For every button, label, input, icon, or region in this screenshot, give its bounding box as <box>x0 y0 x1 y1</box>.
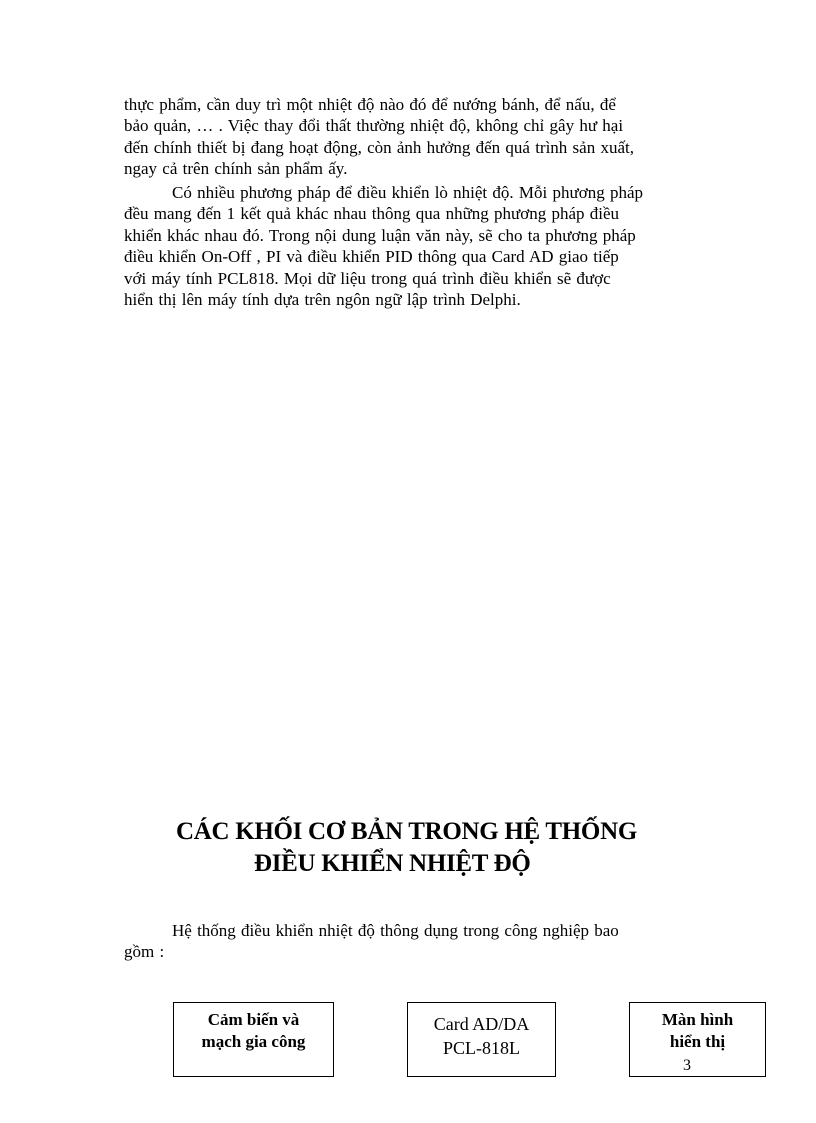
card-block <box>407 1002 556 1077</box>
display-block-line-2: hiển thị <box>669 1032 726 1051</box>
methods-line-1: Có nhiều phương pháp để điều khiển lò nhiệt độ. Mỗi phương pháp <box>172 183 643 202</box>
sensor-block-line-1: Cảm biến và <box>207 1010 300 1029</box>
methods-line-2: đều mang đến 1 kết quả khác nhau thông qua những phương pháp điều <box>124 204 620 224</box>
system-intro-paragraph <box>124 920 696 963</box>
page-number: 3 <box>683 1057 691 1074</box>
intro-paragraph <box>124 94 696 180</box>
sensor-block-line-2: mạch gia công <box>201 1032 306 1051</box>
methods-line-6: hiển thị lên máy tính dựa trên ngôn ngữ lập trình Delphi. <box>124 290 521 310</box>
methods-line-4: điều khiển On-Off , PI và điều khiển PID thông qua Card AD giao tiếp <box>124 247 619 267</box>
intro-line-4: ngay cả trên chính sản phẩm ấy. <box>124 159 348 179</box>
sensor-block <box>173 1002 334 1077</box>
system-intro-line-1: Hệ thống điều khiển nhiệt độ thông dụng trong công nghiệp bao <box>172 921 619 940</box>
section-heading-line-2: ĐIỀU KHIỂN NHIỆT ĐỘ <box>254 850 531 877</box>
intro-line-3: đến chính thiết bị đang hoạt động, còn ảnh hưởng đến quá trình sản xuất, <box>124 137 634 157</box>
methods-line-5: với máy tính PCL818. Mọi dữ liệu trong quá trình điều khiển sẽ được <box>124 268 611 288</box>
card-block-line-1: Card AD/DA <box>433 1014 530 1034</box>
display-block <box>629 1002 766 1077</box>
methods-paragraph <box>124 182 696 310</box>
intro-line-2: bảo quản, … . Việc thay đổi thất thường nhiệt độ, không chỉ gây hư hại <box>124 116 624 136</box>
display-block-line-1: Màn hình <box>661 1010 734 1029</box>
card-block-line-2: PCL-818L <box>442 1038 520 1058</box>
intro-line-1: thực phẩm, cần duy trì một nhiệt độ nào đó để nướng bánh, để nấu, để <box>124 95 616 114</box>
section-heading-line-1: CÁC KHỐI CƠ BẢN TRONG HỆ THỐNG <box>176 818 637 845</box>
methods-line-3: khiển khác nhau đó. Trong nội dung luận văn này, sẽ cho ta phương pháp <box>124 225 636 245</box>
system-intro-line-2: gồm : <box>124 942 165 962</box>
